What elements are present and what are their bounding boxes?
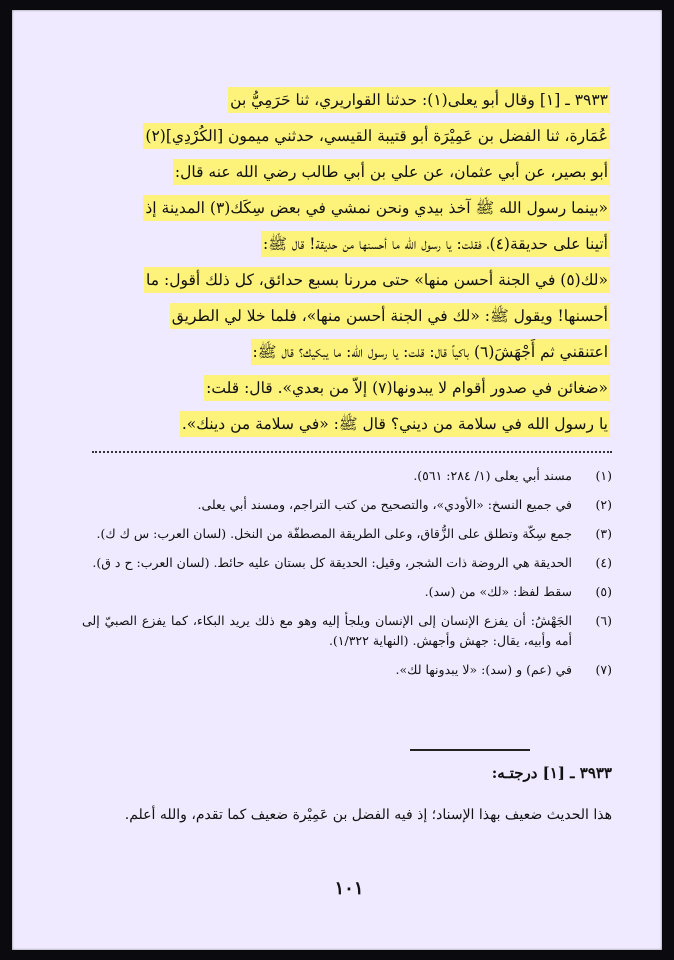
grade-heading: ٣٩٣٣ ـ [١] درجتـه: bbox=[491, 764, 612, 782]
footnote-number: (٦) bbox=[595, 613, 612, 628]
footnote-text: في جميع النسخ: «الأودي»، والتصحيح من كتب التراجم، ومسند أبي يعلى. bbox=[197, 497, 572, 512]
hadith-line bbox=[88, 226, 610, 262]
footnote-number: (٤) bbox=[595, 555, 612, 570]
footnote-text: جمع سِكّة وتطلق على الزُّقاق، وعلى الطريقة المصطفّة من النخل. (لسان العرب: س ك ك). bbox=[96, 526, 572, 541]
hadith-line-text: ٣٩٣٣ ـ [١] وقال أبو يعلى(١): حدثنا القواريري، ثنا حَرَمِيُّ بن bbox=[228, 87, 610, 113]
hadith-line-text: أبو بصير، عن أبي عثمان، عن علي بن أبي طالب رضي الله عنه قال: bbox=[173, 159, 610, 185]
footnote-separator bbox=[92, 451, 612, 453]
footnote bbox=[82, 495, 612, 515]
hadith-line-text: اعتنقني ثم أَجْهَشَ(٦) باكياً قال: قلت: يا رسول الله: ما يبكيك؟ قال ﷺ: bbox=[251, 339, 610, 365]
footnote-text: الحديقة هي الروضة ذات الشجر، وقيل: الحديقة كل بستان عليه حائط. (لسان العرب: ح د ق). bbox=[92, 555, 572, 570]
footnote bbox=[82, 611, 612, 651]
hadith-text bbox=[88, 82, 610, 442]
footnote bbox=[82, 660, 612, 680]
hadith-line bbox=[88, 118, 610, 154]
hadith-line bbox=[88, 190, 610, 226]
footnote-text: في (عم) و (سد): «لا يبدونها لك». bbox=[395, 662, 572, 677]
document-page bbox=[12, 10, 662, 950]
hadith-line bbox=[88, 154, 610, 190]
section-rule bbox=[410, 749, 530, 751]
footnote bbox=[82, 553, 612, 573]
grade-text: هذا الحديث ضعيف بهذا الإسناد؛ إذ فيه الفضل بن عَمِيْرة ضعيف كما تقدم، والله أعلم. bbox=[124, 807, 612, 823]
hadith-line-text: أتينا على حديقة(٤)، فقلت: يا رسول الله ما أحسنها من حديقة! قال ﷺ: bbox=[261, 231, 610, 257]
hadith-line-text: «ضغائن في صدور أقوام لا يبدونها(٧) إلاّ من بعدي». قال: قلت: bbox=[204, 375, 610, 401]
page-number: ١٠١ bbox=[334, 878, 364, 899]
footnote-text: سقط لفظ: «لك» من (سد). bbox=[424, 584, 572, 599]
footnote bbox=[82, 466, 612, 486]
hadith-line bbox=[88, 370, 610, 406]
hadith-line-text: «بينما رسول الله ﷺ آخذ بيدي ونحن نمشي في بعض سِكَك(٣) المدينة إذ bbox=[143, 195, 610, 221]
hadith-line bbox=[88, 262, 610, 298]
footnote-text: مسند أبي يعلى (١/ ٢٨٤: ٥٦١). bbox=[413, 468, 572, 483]
footnote-text: الجَهْشُ: أن يفزع الإنسان إلى الإنسان ويلجأ إليه وهو مع ذلك يريد البكاء، كما يفزع الصبيّ إلى أمه وأبيه، يقال: جهش وأجهش. (النهاية ١/٣٢٢). bbox=[82, 613, 572, 648]
footnote-number: (٧) bbox=[595, 662, 612, 677]
footnote-number: (٥) bbox=[595, 584, 612, 599]
hadith-line bbox=[88, 406, 610, 442]
hadith-line-text: أحسنها! ويقول ﷺ: «لك في الجنة أحسن منها»، فلما خلا لي الطريق bbox=[170, 303, 610, 329]
footnote-number: (١) bbox=[595, 468, 612, 483]
hadith-line bbox=[88, 82, 610, 118]
footnotes bbox=[82, 466, 612, 689]
footnote bbox=[82, 524, 612, 544]
footnote-number: (٣) bbox=[595, 526, 612, 541]
footnote bbox=[82, 582, 612, 602]
hadith-line bbox=[88, 298, 610, 334]
hadith-line-text: يا رسول الله في سلامة من ديني؟ قال ﷺ: «في سلامة من دينك». bbox=[180, 411, 610, 437]
hadith-line bbox=[88, 334, 610, 370]
footnote-number: (٢) bbox=[595, 497, 612, 512]
hadith-line-text: عُمَارة، ثنا الفضل بن عَمِيْرَة أبو قتيبة القيسي، حدثني ميمون [الكُرْدِي](٢) bbox=[143, 123, 610, 149]
hadith-line-text: «لك(٥) في الجنة أحسن منها» حتى مررنا بسبع حدائق، كل ذلك أقول: ما bbox=[144, 267, 610, 293]
